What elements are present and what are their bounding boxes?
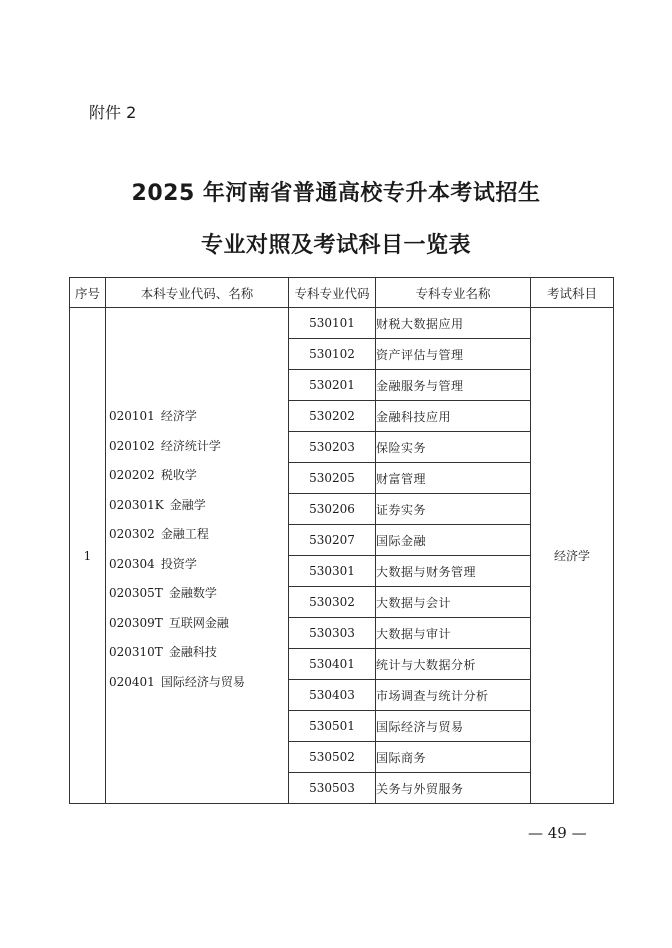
table-row <box>70 308 614 339</box>
bachelor-major-item <box>109 525 288 555</box>
header-exam-subject: 考试科目 <box>531 278 614 308</box>
header-bachelor-major: 本科专业代码、名称 <box>106 278 289 308</box>
junior-name-cell: 国际商务 <box>376 742 531 773</box>
junior-code-cell: 530205 <box>289 463 376 494</box>
junior-code-cell: 530401 <box>289 649 376 680</box>
bachelor-major-item <box>109 466 288 496</box>
bachelor-major-code: 020304 <box>109 556 155 571</box>
junior-name-cell: 财富管理 <box>376 463 531 494</box>
junior-name-cell: 保险实务 <box>376 432 531 463</box>
junior-name-cell: 大数据与会计 <box>376 587 531 618</box>
junior-name-cell: 市场调查与统计分析 <box>376 680 531 711</box>
bachelor-major-name: 金融学 <box>169 497 206 512</box>
bachelor-majors-cell <box>106 308 289 804</box>
bachelor-major-name: 税收学 <box>160 468 197 482</box>
bachelor-major-item <box>109 673 288 703</box>
header-junior-name: 专科专业名称 <box>376 278 531 308</box>
bachelor-major-code: 020202 <box>109 468 155 482</box>
bachelor-major-code: 020310T <box>109 645 163 659</box>
junior-code-cell: 530207 <box>289 525 376 556</box>
bachelor-major-name: 经济学 <box>160 409 197 423</box>
bachelor-major-name: 经济统计学 <box>160 438 221 453</box>
junior-code-cell: 530202 <box>289 401 376 432</box>
junior-name-cell: 资产评估与管理 <box>376 339 531 370</box>
bachelor-major-item <box>109 584 288 614</box>
bachelor-major-code: 020401 <box>109 674 155 689</box>
junior-code-cell: 530501 <box>289 711 376 742</box>
junior-code-cell: 530403 <box>289 680 376 711</box>
table-header-row <box>70 278 614 308</box>
bachelor-major-name: 投资学 <box>160 556 197 571</box>
junior-name-cell: 金融科技应用 <box>376 401 531 432</box>
junior-code-cell: 530303 <box>289 618 376 649</box>
page-number: — 49 — <box>528 824 587 842</box>
bachelor-major-list <box>106 308 288 702</box>
junior-code-cell: 530101 <box>289 308 376 339</box>
bachelor-major-name: 国际经济与贸易 <box>160 674 245 689</box>
bachelor-major-code: 020309T <box>109 615 163 630</box>
document-title-line-1: 2025 年河南省普通高校专升本考试招生 <box>131 181 541 206</box>
junior-name-cell: 证券实务 <box>376 494 531 525</box>
junior-name-cell: 大数据与财务管理 <box>376 556 531 587</box>
major-comparison-table <box>69 277 614 804</box>
junior-code-cell: 530502 <box>289 742 376 773</box>
bachelor-major-code: 020301K <box>109 497 164 512</box>
seq-cell: 1 <box>70 308 106 804</box>
junior-name-cell: 国际经济与贸易 <box>376 711 531 742</box>
bachelor-major-item <box>109 555 288 585</box>
header-junior-code: 专科专业代码 <box>289 278 376 308</box>
bachelor-major-code: 020305T <box>109 586 163 600</box>
junior-code-cell: 530201 <box>289 370 376 401</box>
bachelor-major-name: 互联网金融 <box>168 615 229 630</box>
bachelor-major-name: 金融科技 <box>168 645 217 659</box>
junior-code-cell: 530102 <box>289 339 376 370</box>
junior-code-cell: 530302 <box>289 587 376 618</box>
bachelor-major-item <box>109 496 288 526</box>
bachelor-major-item <box>109 614 288 644</box>
bachelor-major-code: 020101 <box>109 409 155 423</box>
junior-code-cell: 530503 <box>289 773 376 804</box>
junior-code-cell: 530301 <box>289 556 376 587</box>
junior-code-cell: 530203 <box>289 432 376 463</box>
junior-name-cell: 财税大数据应用 <box>376 308 531 339</box>
header-seq: 序号 <box>70 278 106 308</box>
junior-name-cell: 大数据与审计 <box>376 618 531 649</box>
bachelor-major-item <box>109 407 288 437</box>
bachelor-major-name: 金融工程 <box>160 527 209 541</box>
junior-name-cell: 关务与外贸服务 <box>376 773 531 804</box>
bachelor-major-item <box>109 643 288 673</box>
bachelor-major-item <box>109 437 288 467</box>
bachelor-major-code: 020102 <box>109 438 155 453</box>
bachelor-major-name: 金融数学 <box>168 586 217 600</box>
bachelor-major-code: 020302 <box>109 527 155 541</box>
attachment-label: 附件 2 <box>89 103 137 122</box>
junior-name-cell: 国际金融 <box>376 525 531 556</box>
document-title-line-2: 专业对照及考试科目一览表 <box>200 233 471 258</box>
junior-name-cell: 金融服务与管理 <box>376 370 531 401</box>
junior-name-cell: 统计与大数据分析 <box>376 649 531 680</box>
junior-code-cell: 530206 <box>289 494 376 525</box>
exam-subject-cell: 经济学 <box>531 308 614 804</box>
